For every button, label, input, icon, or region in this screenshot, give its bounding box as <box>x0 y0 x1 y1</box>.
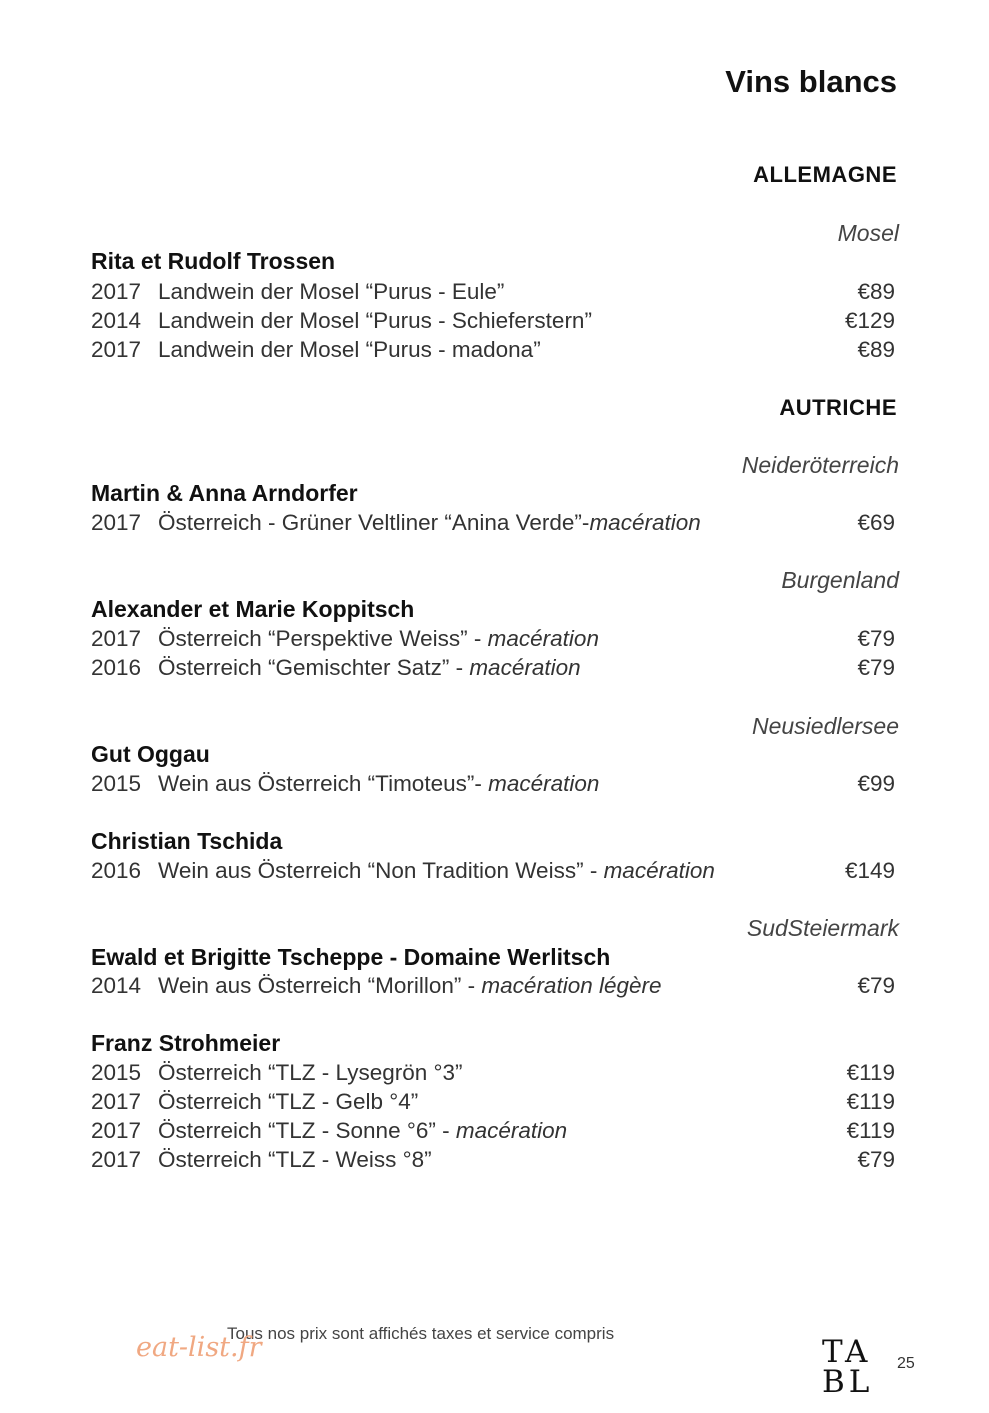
wine-name-text: Landwein der Mosel “Purus - madona” <box>158 337 541 362</box>
wine-row <box>91 655 895 683</box>
region-burgenland: Burgenland <box>781 567 899 593</box>
wine-name <box>158 858 715 884</box>
wine-row <box>91 1060 895 1088</box>
wine-row <box>91 771 895 799</box>
wine-name <box>158 1089 418 1115</box>
wine-name-text: Österreich “TLZ - Weiss °8” <box>158 1147 432 1172</box>
watermark: eat-list.fr <box>136 1332 262 1363</box>
wine-name <box>158 510 701 536</box>
wine-note: macération légère <box>481 973 662 998</box>
wine-name <box>158 337 541 363</box>
wine-name-text: Landwein der Mosel “Purus - Eule” <box>158 279 505 304</box>
wine-name <box>158 1060 463 1086</box>
wine-year: 2017 <box>91 1118 142 1143</box>
wine-note: macération <box>488 771 600 796</box>
wine-row <box>91 1089 895 1117</box>
wine-row <box>91 858 895 886</box>
wine-name <box>158 655 581 681</box>
producer-strohmeier: Franz Strohmeier <box>91 1030 281 1056</box>
wine-price: €119 <box>846 1060 895 1085</box>
wine-name <box>158 1147 432 1173</box>
wine-row <box>91 626 895 654</box>
footer-tax-note: Tous nos prix sont affichés taxes et service compris <box>227 1324 615 1343</box>
wine-price: €89 <box>857 337 895 362</box>
wine-year: 2015 <box>91 771 142 796</box>
producer-trossen: Rita et Rudolf Trossen <box>91 248 336 274</box>
wine-name <box>158 1118 567 1144</box>
region-neideroterreich: Neideröterreich <box>741 452 899 478</box>
logo-line-top: TA <box>822 1334 872 1370</box>
wine-row <box>91 1147 895 1175</box>
wine-name-text: Österreich “Perspektive Weiss” - <box>158 626 488 651</box>
wine-name-text: Österreich “TLZ - Sonne °6” - <box>158 1118 456 1143</box>
wine-name-text: Wein aus Österreich “Non Tradition Weiss” - <box>158 858 604 883</box>
wine-price: €129 <box>844 308 895 333</box>
wine-price: €89 <box>857 279 895 304</box>
wine-row <box>91 1118 895 1146</box>
wine-year: 2017 <box>91 510 142 535</box>
wine-price: €149 <box>844 858 895 883</box>
wine-year: 2015 <box>91 1060 142 1085</box>
wine-price: €79 <box>857 1147 895 1172</box>
wine-price: €69 <box>857 510 895 535</box>
wine-year: 2014 <box>91 308 142 333</box>
producer-tschida: Christian Tschida <box>91 828 283 854</box>
producer-tscheppe: Ewald et Brigitte Tscheppe - Domaine Werlitsch <box>91 944 611 970</box>
wine-row <box>91 973 895 1001</box>
wine-row <box>91 279 895 307</box>
wine-price: €79 <box>857 655 895 680</box>
producer-koppitsch: Alexander et Marie Koppitsch <box>91 596 415 622</box>
wine-price: €119 <box>846 1089 895 1114</box>
wine-name-text: Landwein der Mosel “Purus - Schieferstern” <box>158 308 592 333</box>
country-heading-autriche: AUTRICHE <box>779 395 897 420</box>
wine-price: €99 <box>857 771 895 796</box>
producer-gut-oggau: Gut Oggau <box>91 741 210 767</box>
wine-year: 2014 <box>91 973 142 998</box>
wine-name <box>158 771 599 797</box>
logo-line-bottom: BL <box>822 1364 874 1400</box>
wine-year: 2017 <box>91 279 142 304</box>
region-sudsteiermark: SudSteiermark <box>746 915 899 941</box>
wine-name-text: Wein aus Österreich “Timoteus”- <box>158 771 489 796</box>
wine-note: macération <box>455 1118 568 1143</box>
wine-row <box>91 510 895 538</box>
wine-price: €79 <box>857 626 895 651</box>
wine-name <box>158 973 662 999</box>
wine-name-text: Österreich “TLZ - Lysegrön °3” <box>158 1060 463 1085</box>
restaurant-logo <box>822 1334 876 1400</box>
wine-year: 2016 <box>91 655 142 680</box>
wine-year: 2017 <box>91 626 142 651</box>
wine-name-text: Österreich - Grüner Veltliner “Anina Verde”- <box>158 510 590 535</box>
region-neusiedlersee: Neusiedlersee <box>751 713 899 739</box>
wine-price: €79 <box>857 973 895 998</box>
wine-year: 2017 <box>91 337 142 362</box>
wine-note: macération <box>487 626 599 651</box>
region-mosel: Mosel <box>837 220 899 246</box>
country-heading-allemagne: ALLEMAGNE <box>753 162 897 187</box>
wine-note: macération <box>589 510 701 535</box>
wine-name-text: Wein aus Österreich “Morillon” - <box>158 973 482 998</box>
wine-price: €119 <box>846 1118 895 1143</box>
wine-year: 2017 <box>91 1089 142 1114</box>
page-title: Vins blancs <box>725 64 897 99</box>
wine-row <box>91 337 895 365</box>
wine-name-text: Österreich “Gemischter Satz” - <box>158 655 470 680</box>
wine-note: macération <box>469 655 581 680</box>
wine-note: macération <box>603 858 715 883</box>
producer-arndorfer: Martin & Anna Arndorfer <box>91 480 358 506</box>
wine-row <box>91 308 895 336</box>
wine-name <box>158 308 592 334</box>
wine-name <box>158 626 599 652</box>
page-number: 25 <box>897 1355 915 1372</box>
wine-year: 2017 <box>91 1147 142 1172</box>
wine-name-text: Österreich “TLZ - Gelb °4” <box>158 1089 419 1114</box>
wine-name <box>158 279 504 305</box>
wine-year: 2016 <box>91 858 142 883</box>
